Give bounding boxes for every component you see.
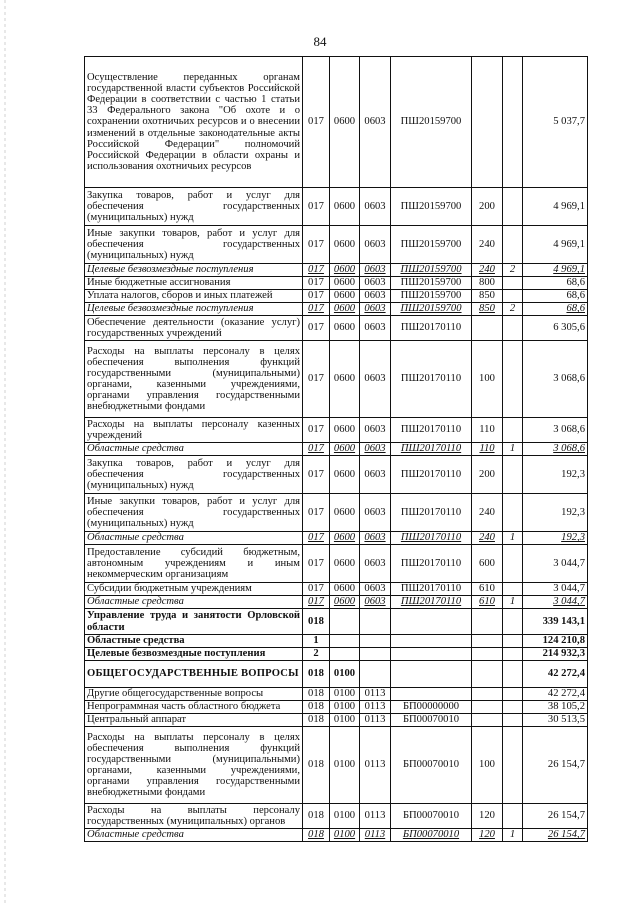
target-article-code [391, 609, 472, 635]
grbs-code: 017 [303, 583, 330, 596]
target-article-code [391, 688, 472, 701]
section-code: 0600 [330, 545, 360, 583]
grbs-code: 017 [303, 303, 330, 316]
target-article-code: ПШ20159700 [391, 290, 472, 303]
subsection-code: 0603 [360, 264, 391, 277]
row-name: Уплата налогов, сборов и иных платежей [85, 290, 303, 303]
row-name: Закупка товаров, работ и услуг для обеспечения государственных (муниципальных) нужд [85, 188, 303, 226]
row-name: Областные средства [85, 532, 303, 545]
table-row [85, 277, 588, 290]
grbs-code: 018 [303, 829, 330, 842]
expense-type-code [472, 701, 503, 714]
row-name: Иные закупки товаров, работ и услуг для обеспечения государственных (муниципальных) нужд [85, 494, 303, 532]
expense-type-code: 120 [472, 804, 503, 829]
target-article-code [391, 661, 472, 688]
row-name: Расходы на выплаты персоналу казенных учреждений [85, 418, 303, 443]
subsection-code: 0113 [360, 714, 391, 727]
expense-type-code: 200 [472, 188, 503, 226]
row-name: Закупка товаров, работ и услуг для обеспечения государственных (муниципальных) нужд [85, 456, 303, 494]
table-row [85, 609, 588, 635]
section-code: 0600 [330, 494, 360, 532]
table-row [85, 648, 588, 661]
target-article-code: ПШ20170110 [391, 532, 472, 545]
subsection-code [360, 609, 391, 635]
section-code: 0600 [330, 532, 360, 545]
expense-type-code [472, 57, 503, 188]
target-article-code: БП00070010 [391, 829, 472, 842]
subsection-code: 0603 [360, 277, 391, 290]
expense-type-code: 600 [472, 545, 503, 583]
grbs-code: 018 [303, 701, 330, 714]
row-name: Целевые безвозмездные поступления [85, 264, 303, 277]
section-code: 0600 [330, 290, 360, 303]
expense-type-code [472, 714, 503, 727]
scan-edge-mark [4, 0, 6, 905]
target-article-code: ПШ20159700 [391, 188, 472, 226]
grbs-code: 018 [303, 688, 330, 701]
section-code: 0600 [330, 596, 360, 609]
expense-type-code [472, 316, 503, 341]
section-code: 0600 [330, 57, 360, 188]
expense-type-code: 200 [472, 456, 503, 494]
grbs-code: 017 [303, 443, 330, 456]
table-row [85, 596, 588, 609]
target-article-code: ПШ20170110 [391, 545, 472, 583]
subsection-code: 0603 [360, 316, 391, 341]
section-code: 0600 [330, 583, 360, 596]
target-article-code: ПШ20159700 [391, 264, 472, 277]
funding-source-code [503, 688, 523, 701]
funding-source-code [503, 583, 523, 596]
row-name: Предоставление субсидий бюджетным, автономным учреждениям и иным некоммерческим организациям [85, 545, 303, 583]
subsection-code [360, 635, 391, 648]
grbs-code: 017 [303, 277, 330, 290]
section-code: 0100 [330, 661, 360, 688]
expense-type-code: 240 [472, 264, 503, 277]
target-article-code: БП00070010 [391, 727, 472, 804]
amount: 6 305,6 [523, 316, 588, 341]
expense-type-code [472, 609, 503, 635]
target-article-code: БП00000000 [391, 701, 472, 714]
table-row [85, 727, 588, 804]
target-article-code: ПШ20159700 [391, 226, 472, 264]
grbs-code: 018 [303, 714, 330, 727]
grbs-code: 2 [303, 648, 330, 661]
subsection-code: 0603 [360, 494, 391, 532]
expense-type-code: 610 [472, 583, 503, 596]
table-row [85, 701, 588, 714]
subsection-code: 0603 [360, 456, 391, 494]
grbs-code: 018 [303, 609, 330, 635]
funding-source-code [503, 226, 523, 264]
target-article-code: ПШ20170110 [391, 596, 472, 609]
section-code: 0100 [330, 727, 360, 804]
amount: 4 969,1 [523, 226, 588, 264]
subsection-code [360, 661, 391, 688]
grbs-code: 017 [303, 532, 330, 545]
target-article-code: ПШ20159700 [391, 57, 472, 188]
funding-source-code [503, 648, 523, 661]
table-row [85, 688, 588, 701]
funding-source-code [503, 188, 523, 226]
subsection-code: 0603 [360, 532, 391, 545]
grbs-code: 017 [303, 418, 330, 443]
subsection-code: 0113 [360, 688, 391, 701]
funding-source-code [503, 418, 523, 443]
amount: 4 969,1 [523, 188, 588, 226]
grbs-code: 017 [303, 494, 330, 532]
funding-source-code: 1 [503, 443, 523, 456]
funding-source-code [503, 290, 523, 303]
section-code: 0600 [330, 264, 360, 277]
funding-source-code: 1 [503, 532, 523, 545]
section-code: 0600 [330, 303, 360, 316]
expense-type-code: 850 [472, 290, 503, 303]
section-code: 0100 [330, 829, 360, 842]
grbs-code: 017 [303, 596, 330, 609]
amount: 3 044,7 [523, 596, 588, 609]
table-row [85, 188, 588, 226]
row-name: Областные средства [85, 829, 303, 842]
grbs-code: 017 [303, 456, 330, 494]
amount: 3 068,6 [523, 341, 588, 418]
funding-source-code [503, 341, 523, 418]
amount: 192,3 [523, 532, 588, 545]
funding-source-code [503, 727, 523, 804]
row-name: Непрограммная часть областного бюджета [85, 701, 303, 714]
subsection-code: 0603 [360, 596, 391, 609]
section-code [330, 648, 360, 661]
amount: 68,6 [523, 290, 588, 303]
grbs-code: 017 [303, 545, 330, 583]
table-row [85, 226, 588, 264]
amount: 26 154,7 [523, 829, 588, 842]
amount: 124 210,8 [523, 635, 588, 648]
amount: 214 932,3 [523, 648, 588, 661]
expense-type-code [472, 635, 503, 648]
section-code: 0600 [330, 418, 360, 443]
row-name: Целевые безвозмездные поступления [85, 648, 303, 661]
expense-type-code: 120 [472, 829, 503, 842]
amount: 3 044,7 [523, 545, 588, 583]
subsection-code: 0603 [360, 57, 391, 188]
subsection-code [360, 648, 391, 661]
expense-type-code: 100 [472, 341, 503, 418]
target-article-code [391, 635, 472, 648]
table-row [85, 418, 588, 443]
target-article-code [391, 648, 472, 661]
table-row [85, 303, 588, 316]
row-name: Областные средства [85, 443, 303, 456]
amount: 5 037,7 [523, 57, 588, 188]
funding-source-code [503, 456, 523, 494]
target-article-code: ПШ20159700 [391, 277, 472, 290]
grbs-code: 017 [303, 57, 330, 188]
row-name: Расходы на выплаты персоналу государственных (муниципальных) органов [85, 804, 303, 829]
grbs-code: 017 [303, 188, 330, 226]
amount: 192,3 [523, 494, 588, 532]
subsection-code: 0603 [360, 443, 391, 456]
section-code: 0600 [330, 443, 360, 456]
section-code [330, 609, 360, 635]
table-row [85, 532, 588, 545]
table-row [85, 804, 588, 829]
subsection-code: 0603 [360, 341, 391, 418]
table-row [85, 583, 588, 596]
row-name: Целевые безвозмездные поступления [85, 303, 303, 316]
funding-source-code: 1 [503, 596, 523, 609]
funding-source-code [503, 635, 523, 648]
subsection-code: 0113 [360, 727, 391, 804]
expense-type-code: 240 [472, 226, 503, 264]
section-code: 0100 [330, 688, 360, 701]
row-name: Областные средства [85, 596, 303, 609]
amount: 42 272,4 [523, 688, 588, 701]
funding-source-code [503, 661, 523, 688]
subsection-code: 0603 [360, 226, 391, 264]
expense-type-code: 110 [472, 443, 503, 456]
section-code: 0600 [330, 456, 360, 494]
row-name: Обеспечение деятельности (оказание услуг) государственных учреждений [85, 316, 303, 341]
table-row [85, 456, 588, 494]
expense-type-code: 610 [472, 596, 503, 609]
expense-type-code [472, 661, 503, 688]
expense-type-code: 240 [472, 532, 503, 545]
grbs-code: 017 [303, 226, 330, 264]
section-code: 0600 [330, 277, 360, 290]
expense-type-code: 110 [472, 418, 503, 443]
table-row [85, 714, 588, 727]
grbs-code: 018 [303, 661, 330, 688]
expense-type-code: 240 [472, 494, 503, 532]
target-article-code: ПШ20170110 [391, 418, 472, 443]
table-row [85, 545, 588, 583]
row-name: Другие общегосударственные вопросы [85, 688, 303, 701]
target-article-code: БП00070010 [391, 714, 472, 727]
section-code: 0600 [330, 226, 360, 264]
subsection-code: 0603 [360, 418, 391, 443]
amount: 3 044,7 [523, 583, 588, 596]
grbs-code: 017 [303, 290, 330, 303]
target-article-code: ПШ20170110 [391, 443, 472, 456]
table-row [85, 264, 588, 277]
amount: 26 154,7 [523, 727, 588, 804]
page-number: 84 [313, 34, 327, 49]
row-name: Областные средства [85, 635, 303, 648]
funding-source-code [503, 701, 523, 714]
target-article-code: ПШ20170110 [391, 341, 472, 418]
section-code: 0100 [330, 804, 360, 829]
amount: 30 513,5 [523, 714, 588, 727]
section-code: 0600 [330, 316, 360, 341]
subsection-code: 0603 [360, 303, 391, 316]
amount: 4 969,1 [523, 264, 588, 277]
grbs-code: 1 [303, 635, 330, 648]
row-name: Иные бюджетные ассигнования [85, 277, 303, 290]
funding-source-code [503, 609, 523, 635]
expense-type-code: 100 [472, 727, 503, 804]
grbs-code: 017 [303, 341, 330, 418]
target-article-code: ПШ20170110 [391, 583, 472, 596]
row-name: Субсидии бюджетным учреждениям [85, 583, 303, 596]
amount: 68,6 [523, 277, 588, 290]
row-name: Управление труда и занятости Орловской области [85, 609, 303, 635]
amount: 38 105,2 [523, 701, 588, 714]
row-name: ОБЩЕГОСУДАРСТВЕННЫЕ ВОПРОСЫ [85, 661, 303, 688]
subsection-code: 0113 [360, 701, 391, 714]
section-code [330, 635, 360, 648]
subsection-code: 0603 [360, 545, 391, 583]
row-name: Иные закупки товаров, работ и услуг для обеспечения государственных (муниципальных) нужд [85, 226, 303, 264]
funding-source-code: 1 [503, 829, 523, 842]
funding-source-code [503, 494, 523, 532]
expense-type-code [472, 688, 503, 701]
funding-source-code [503, 316, 523, 341]
row-name: Расходы на выплаты персоналу в целях обеспечения выполнения функций государственными (муниципальными) органами, казенными учреждениями, органами управления государственными внебюджетными фондами [85, 341, 303, 418]
target-article-code: ПШ20170110 [391, 494, 472, 532]
section-code: 0600 [330, 341, 360, 418]
subsection-code: 0603 [360, 583, 391, 596]
amount: 192,3 [523, 456, 588, 494]
section-code: 0100 [330, 714, 360, 727]
funding-source-code [503, 57, 523, 188]
row-name: Расходы на выплаты персоналу в целях обеспечения выполнения функций государственными (муниципальными) органами, казенными учреждениями, органами управления государственными внебюджетными фондами [85, 727, 303, 804]
section-code: 0100 [330, 701, 360, 714]
target-article-code: БП00070010 [391, 804, 472, 829]
table-row [85, 443, 588, 456]
grbs-code: 017 [303, 316, 330, 341]
target-article-code: ПШ20170110 [391, 456, 472, 494]
funding-source-code [503, 804, 523, 829]
subsection-code: 0113 [360, 804, 391, 829]
table-row [85, 316, 588, 341]
subsection-code: 0603 [360, 188, 391, 226]
subsection-code: 0603 [360, 290, 391, 303]
row-name: Осуществление переданных органам государственной власти субъектов Российской Федерации в соответствии с частью 1 статьи 33 Федерального закона "Об охоте и о сохранении охотничьих ресурсов и о внесении изменений в отдельные законодательные акты Российской Федерации" полномочий Российской Федерации в области охраны и использования охотничьих ресурсов [85, 57, 303, 188]
target-article-code: ПШ20159700 [391, 303, 472, 316]
grbs-code: 018 [303, 804, 330, 829]
table-row [85, 829, 588, 842]
table-row [85, 341, 588, 418]
expense-type-code [472, 648, 503, 661]
subsection-code: 0113 [360, 829, 391, 842]
grbs-code: 018 [303, 727, 330, 804]
grbs-code: 017 [303, 264, 330, 277]
expense-type-code: 850 [472, 303, 503, 316]
funding-source-code [503, 545, 523, 583]
funding-source-code: 2 [503, 303, 523, 316]
funding-source-code: 2 [503, 264, 523, 277]
row-name: Центральный аппарат [85, 714, 303, 727]
expense-type-code: 800 [472, 277, 503, 290]
section-code: 0600 [330, 188, 360, 226]
funding-source-code [503, 714, 523, 727]
funding-source-code [503, 277, 523, 290]
amount: 3 068,6 [523, 418, 588, 443]
amount: 26 154,7 [523, 804, 588, 829]
amount: 42 272,4 [523, 661, 588, 688]
table-row [85, 57, 588, 188]
amount: 3 068,6 [523, 443, 588, 456]
table-row [85, 661, 588, 688]
amount: 68,6 [523, 303, 588, 316]
table-row [85, 290, 588, 303]
table-row [85, 494, 588, 532]
table-row [85, 635, 588, 648]
budget-table [84, 56, 588, 842]
target-article-code: ПШ20170110 [391, 316, 472, 341]
amount: 339 143,1 [523, 609, 588, 635]
